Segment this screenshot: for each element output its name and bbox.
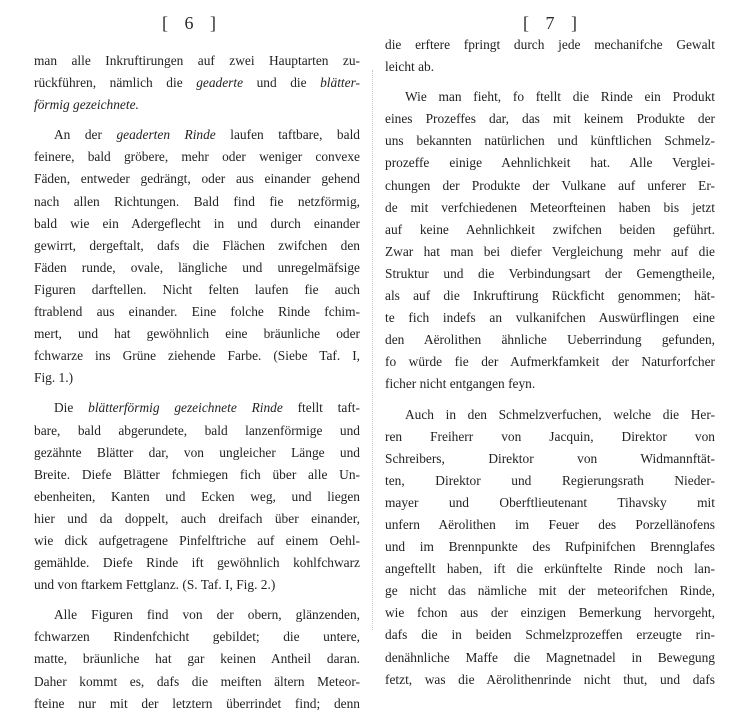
page-body (385, 34, 715, 691)
text-line: fchwarze ins Grüne ziehende Farbe. (Siebe Taf. I, (34, 348, 360, 364)
text-line: Figuren darftellen. Nicht felten laufen fie auch (34, 281, 360, 297)
text-line: Schreibers, Direktor von Widmannftät- (385, 450, 715, 466)
text-line: ftrablend aus einander. Eine folche Rinde fchim- (34, 304, 360, 320)
text-line: den Aërolithen ähnliche Ueberrindung gefunden, (385, 332, 715, 348)
italic-phrase: geaderten Rinde (116, 127, 216, 143)
page-number: [ 6 ] (162, 13, 222, 33)
text-line: unfern Aërolithen im Feuer des Porzellänofens (385, 516, 715, 532)
text-line: Fäden runde, ovale, längliche und unregelmäfsige (34, 259, 360, 275)
text-line: Zwar hat man bei diefer Vergleichung mehr auf die (385, 243, 715, 259)
text-line: fetzt, was die Aërolithenrinde nicht thut, und dafs (385, 671, 715, 687)
paragraph-start: Auch in den Schmelzverfuchen, welche die Her- (405, 406, 715, 422)
text-line: fchwarzen Rindenfchicht gebildet; die untere, (34, 629, 360, 645)
text-line: denähnliche Maffe die Magnetnadel in Bewegung (385, 649, 715, 665)
text-line: als auf die Inkruftirung Rückficht genommen; hät- (385, 288, 715, 304)
text-line: fteine nur mit der letztern überrindet find; denn (34, 695, 360, 711)
text-line: rückführen, nämlich die geaderte und die blätter- (34, 75, 360, 91)
text-line: mert, und hat gewöhnlich eine bräunliche oder (34, 326, 360, 342)
text-line: bald wie ein Adergeflecht in und durch einander (34, 215, 360, 231)
text-line: chungen der Produkte der Vulkane auf unferer Er- (385, 177, 715, 193)
text-line: nach allen Richtungen. Bald find fie netzförmig, (34, 193, 360, 209)
text-line: de mit verfchiedenen Meteorfteinen haben bis jetzt (385, 199, 715, 215)
text-line: Struktur und die Verbindungsart der Gemengtheile, (385, 265, 715, 281)
page-gutter (372, 70, 373, 630)
text-line: leicht ab. (385, 59, 435, 75)
text-line: matte, bräunliche hat gar keinen Antheil daran. (34, 651, 360, 667)
text-line: eines Prozeffes dar, das mit keinem Produkte der (385, 111, 715, 127)
text-line: Daher kommt es, dafs die meiften ältern Meteor- (34, 673, 360, 689)
text-line: ficher nicht entgangen feyn. (385, 376, 536, 392)
text-line: dafs die in beiden Schmelzprozeffen erzeugte rin- (385, 627, 715, 643)
text-line: ren Freiherr von Jacquin, Direktor von (385, 428, 715, 444)
text-line: wie dick aufgetragene Pinfelftriche auf einem Oehl- (34, 532, 360, 548)
italic-phrase: blätter- (320, 75, 360, 91)
paragraph-start: Alle Figuren find von der obern, glänzenden, (54, 607, 360, 623)
text-line: ten, Direktor und Regierungsrath Nieder- (385, 472, 715, 488)
text-line: uns bekannten natürlichen und künftlichen Schmelz- (385, 133, 715, 149)
text-line: auf keine Aehnlichkeit zwifchen beiden geführt. (385, 221, 715, 237)
paragraph-start: Wie man fieht, fo ftellt die Rinde ein Produkt (405, 89, 715, 105)
text-line: man alle Inkruftirungen auf zwei Hauptarten zu- (34, 53, 360, 68)
text-line: gezähnte Blätter dar, von ungleicher Länge und (34, 444, 360, 460)
text-line: angeftellt haben, ift die erkünftelte Rinde noch lan- (385, 561, 715, 577)
text-line: te fich indefs an vulkanifchen Auswürflingen eine (385, 310, 715, 326)
text-line: Fig. 1.) (34, 370, 74, 386)
paragraph-start: An der geaderten Rinde laufen taftbare, bald (54, 127, 360, 143)
italic-phrase: förmig gezeichnete. (34, 97, 139, 113)
text-line (34, 94, 360, 116)
italic-phrase: blätterförmig gezeichnete Rinde (88, 400, 283, 416)
text-line: hier und da doppelt, auch dreifach über einander, (34, 510, 360, 526)
text-line: bare, bald abgerundete, bald lanzenförmige und (34, 422, 360, 438)
italic-phrase: geaderte (196, 75, 244, 91)
page-body (34, 50, 360, 715)
text-line: mayer und Oberftlieutenant Tihavsky mit (385, 494, 715, 510)
text-line: wie fchon aus der einzigen Bemerkung hervorgeht, (385, 605, 715, 621)
text-line: Breite. Diefe Blätter fchmiegen fich über alle Un- (34, 466, 360, 482)
paragraph-start: Die blätterförmig gezeichnete Rinde ftellt taft- (54, 400, 360, 416)
text-line: und im Brennpunkte des Rufpinifchen Brennglafes (385, 539, 715, 555)
left-page (0, 0, 375, 711)
text-line: Fäden, entweder gedrängt, oder aus einander gehend (34, 171, 360, 187)
text-line: prozeffe einige Aehnlichkeit hat. Alle Verglei- (385, 155, 715, 171)
text-line: ge nicht das nämliche mit der meteorifchen Rinde, (385, 583, 715, 599)
text-line: gemählde. Diefe Rinde ift gewöhnlich kohlfchwarz (34, 555, 360, 571)
text-line: fo würde fie der Aufmerkfamkeit der Naturforfcher (385, 354, 715, 370)
text-line: gewirrt, dergeftalt, dafs die Flächen zwifchen den (34, 237, 360, 253)
right-page (375, 0, 750, 690)
text-line: und von ftarkem Fettglanz. (S. Taf. I, Fig. 2.) (34, 577, 276, 593)
text-line: feinere, bald gröbere, mehr oder weniger convexe (34, 149, 360, 165)
text-line: ebenheiten, Kanten und Ecken weg, und liegen (34, 488, 360, 504)
page-number: [ 7 ] (523, 13, 583, 33)
text-line: die erftere fpringt durch jede mechanifche Gewalt (385, 37, 715, 52)
